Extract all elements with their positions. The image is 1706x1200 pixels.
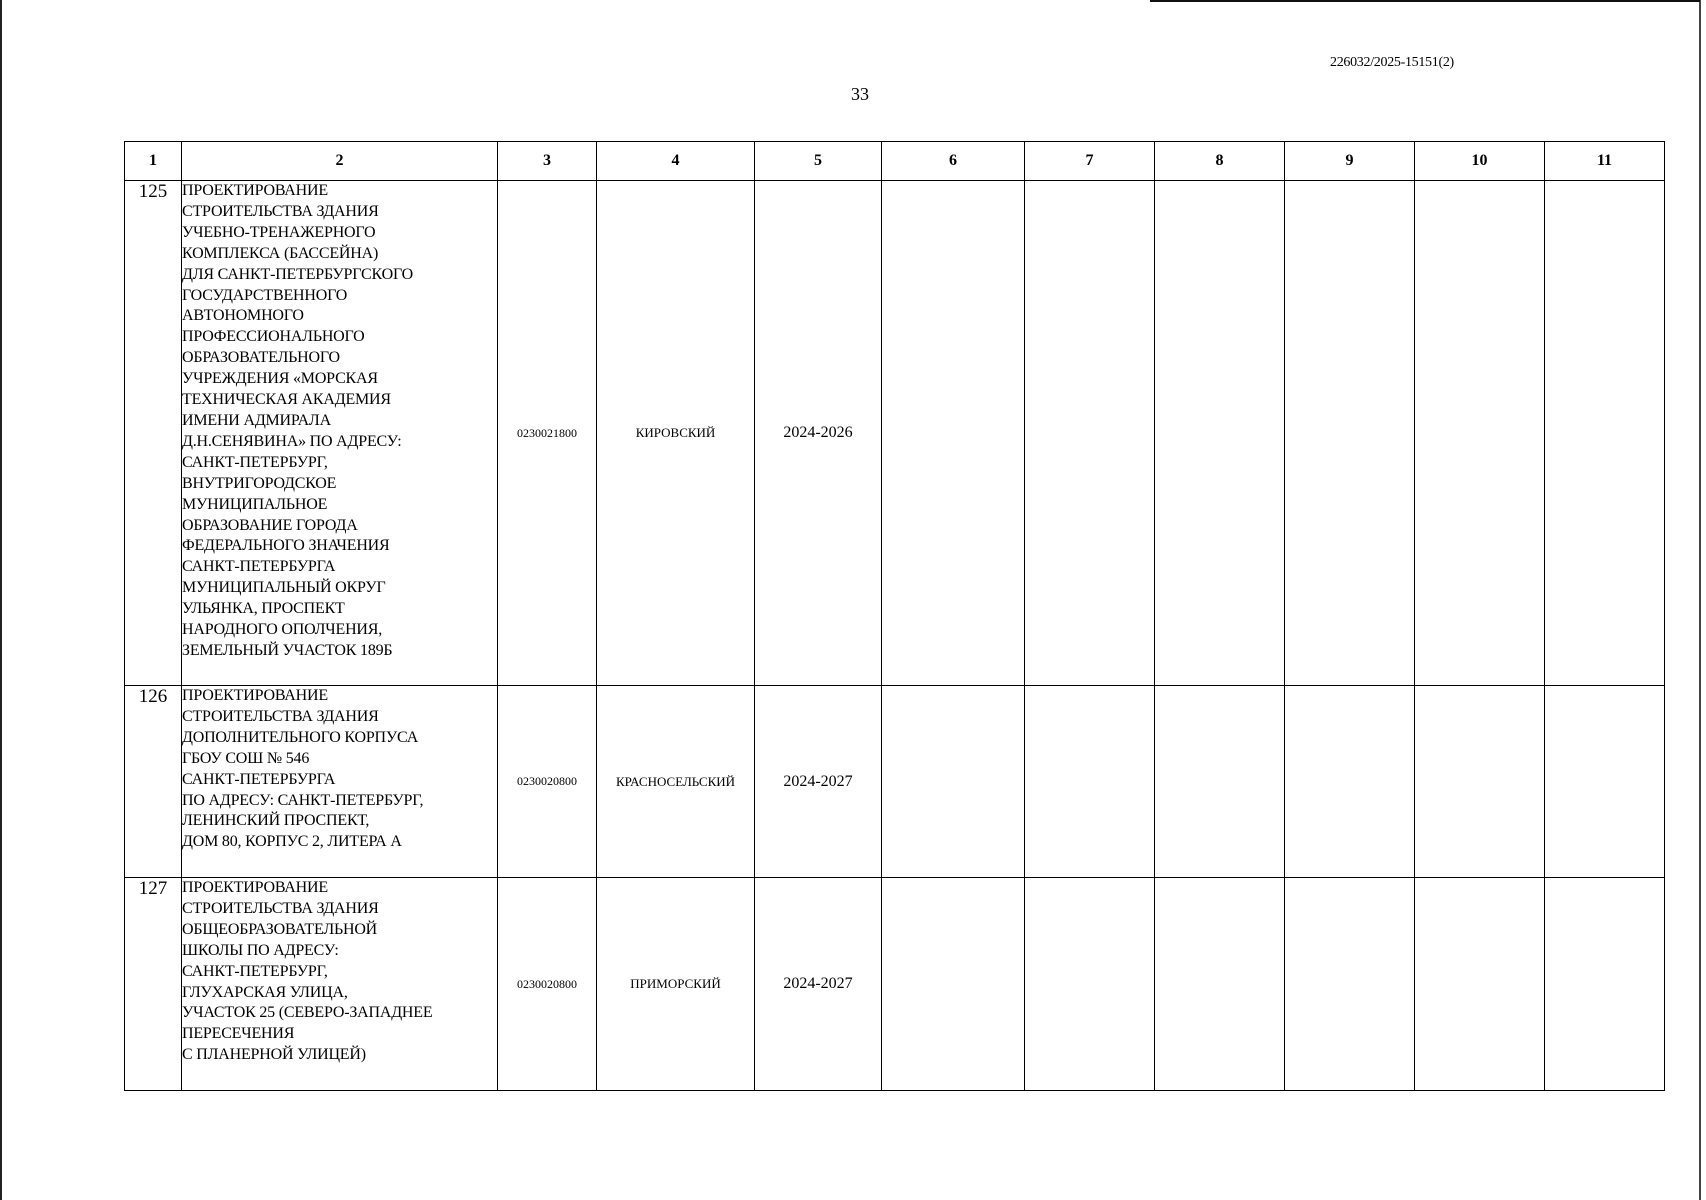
district-name: ПРИМОРСКИЙ <box>597 878 755 1091</box>
column-header: 4 <box>597 142 755 181</box>
row-number: 126 <box>125 686 182 878</box>
empty-cell <box>1155 878 1285 1091</box>
scan-edge-right <box>1699 0 1701 1200</box>
column-header: 8 <box>1155 142 1285 181</box>
header-row <box>125 142 1665 181</box>
implementation-period: 2024-2027 <box>755 878 882 1091</box>
table-row <box>125 686 1665 878</box>
empty-cell <box>1415 181 1545 686</box>
empty-cell <box>1285 686 1415 878</box>
empty-cell <box>1025 878 1155 1091</box>
column-header: 9 <box>1285 142 1415 181</box>
table-row <box>125 878 1665 1091</box>
column-header: 6 <box>882 142 1025 181</box>
column-header: 5 <box>755 142 882 181</box>
empty-cell <box>882 686 1025 878</box>
empty-cell <box>1155 181 1285 686</box>
empty-cell <box>1545 878 1665 1091</box>
object-code: 0230020800 <box>498 686 597 878</box>
page-number: 33 <box>851 84 869 104</box>
empty-cell <box>1025 181 1155 686</box>
document-number: 226032/2025-15151(2) <box>1330 55 1454 70</box>
empty-cell <box>1415 686 1545 878</box>
column-header: 1 <box>125 142 182 181</box>
object-code: 0230020800 <box>498 878 597 1091</box>
empty-cell <box>882 181 1025 686</box>
district-name: КИРОВСКИЙ <box>597 181 755 686</box>
objects-table <box>124 141 1665 1091</box>
column-header: 2 <box>182 142 498 181</box>
empty-cell <box>1285 878 1415 1091</box>
empty-cell <box>1545 181 1665 686</box>
implementation-period: 2024-2027 <box>755 686 882 878</box>
empty-cell <box>1545 686 1665 878</box>
empty-cell <box>1415 878 1545 1091</box>
scan-edge-left <box>0 0 2 1200</box>
object-name: ПРОЕКТИРОВАНИЕ СТРОИТЕЛЬСТВА ЗДАНИЯ УЧЕБНО-ТРЕНАЖЕРНОГО КОМПЛЕКСА (БАССЕЙНА) ДЛЯ САНКТ-ПЕТЕРБУРГСКОГО ГОСУДАРСТВЕННОГО АВТОНОМНОГО ПРОФЕССИОНАЛЬНОГО ОБРАЗОВАТЕЛЬНОГО УЧРЕЖДЕНИЯ «МОРСКАЯ ТЕХНИЧЕСКАЯ АКАДЕМИЯ ИМЕНИ АДМИРАЛА Д.Н.СЕНЯВИНА» ПО АДРЕСУ: САНКТ-ПЕТЕРБУРГ, ВНУТРИГОРОДСКОЕ МУНИЦИПАЛЬНОЕ ОБРАЗОВАНИЕ ГОРОДА ФЕДЕРАЛЬНОГО ЗНАЧЕНИЯ САНКТ-ПЕТЕРБУРГА МУНИЦИПАЛЬНЫЙ ОКРУГ УЛЬЯНКА, ПРОСПЕКТ НАРОДНОГО ОПОЛЧЕНИЯ, ЗЕМЕЛЬНЫЙ УЧАСТОК 189Б <box>182 181 498 686</box>
object-code: 0230021800 <box>498 181 597 686</box>
district-name: КРАСНОСЕЛЬСКИЙ <box>597 686 755 878</box>
row-number: 125 <box>125 181 182 686</box>
object-name: ПРОЕКТИРОВАНИЕ СТРОИТЕЛЬСТВА ЗДАНИЯ ДОПОЛНИТЕЛЬНОГО КОРПУСА ГБОУ СОШ № 546 САНКТ-ПЕТЕРБУРГА ПО АДРЕСУ: САНКТ-ПЕТЕРБУРГ, ЛЕНИНСКИЙ ПРОСПЕКТ, ДОМ 80, КОРПУС 2, ЛИТЕРА А <box>182 686 498 878</box>
empty-cell <box>1025 686 1155 878</box>
column-header: 7 <box>1025 142 1155 181</box>
implementation-period: 2024-2026 <box>755 181 882 686</box>
empty-cell <box>882 878 1025 1091</box>
column-header: 11 <box>1545 142 1665 181</box>
table-row <box>125 181 1665 686</box>
column-header: 10 <box>1415 142 1545 181</box>
empty-cell <box>1155 686 1285 878</box>
column-header: 3 <box>498 142 597 181</box>
empty-cell <box>1285 181 1415 686</box>
object-name: ПРОЕКТИРОВАНИЕ СТРОИТЕЛЬСТВА ЗДАНИЯ ОБЩЕОБРАЗОВАТЕЛЬНОЙ ШКОЛЫ ПО АДРЕСУ: САНКТ-ПЕТЕРБУРГ, ГЛУХАРСКАЯ УЛИЦА, УЧАСТОК 25 (СЕВЕРО-ЗАПАДНЕЕ ПЕРЕСЕЧЕНИЯ С ПЛАНЕРНОЙ УЛИЦЕЙ) <box>182 878 498 1091</box>
scan-edge-top <box>1150 0 1700 2</box>
row-number: 127 <box>125 878 182 1091</box>
